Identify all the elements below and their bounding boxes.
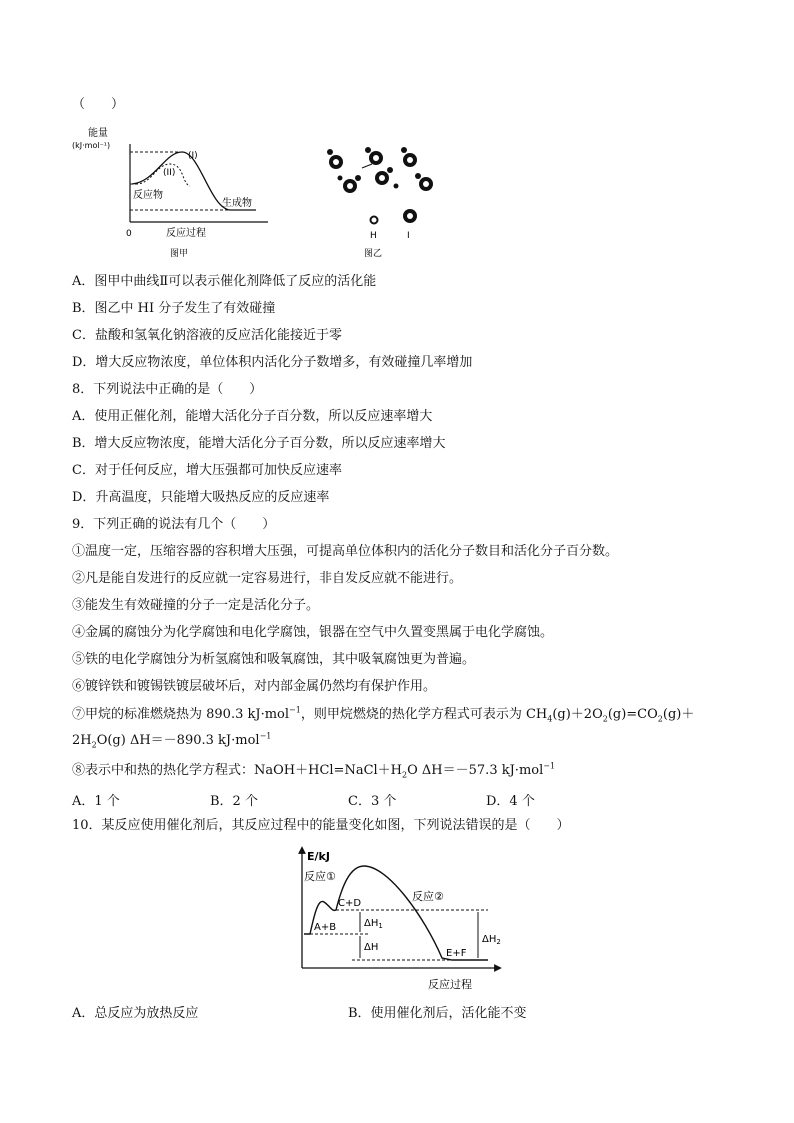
fig-jia-curve-1-label: (I)	[188, 151, 198, 161]
q9-item-8-sub: 2	[402, 770, 408, 780]
q9-item-8	[72, 762, 555, 780]
q9-item-4: ④金属的腐蚀分为化学腐蚀和电化学腐蚀，银器在空气中久置变黑属于电化学腐蚀。	[72, 625, 554, 640]
q8-option-b: B．增大反应物浓度，能增大活化分子百分数，所以反应速率增大	[72, 436, 446, 451]
q9-item-7-sup: −1	[289, 705, 301, 715]
q7-option-d: D．增大反应物浓度，单位体积内活化分子数增多，有效碰撞几率增加	[72, 355, 473, 370]
iodine-atom-center	[407, 213, 413, 219]
q9-item-1: ①温度一定，压缩容器的容积增大压强，可提高单位体积内的活化分子数目和活化分子百分数。	[72, 544, 619, 559]
fig-jia-caption: 图甲	[170, 249, 189, 259]
q7-option-c: C．盐酸和氢氧化钠溶液的反应活化能接近于零	[72, 328, 342, 343]
q9-item-2: ②凡是能自发进行的反应就一定容易进行，非自发反应就不能进行。	[72, 571, 463, 586]
q10-reaction-1-label: 反应①	[304, 870, 336, 883]
question-7-answer-paren: （ ）	[72, 97, 125, 112]
q9-item-7-part-c: (g)＋2O	[552, 707, 603, 722]
q10-ylabel: E/kJ	[307, 850, 330, 863]
q9-option-b: B．2 个	[210, 794, 258, 809]
figure-jia-energy-diagram	[70, 124, 280, 264]
fig-jia-ylabel-line1: 能量	[88, 128, 108, 139]
q10-stem: 10．某反应使用催化剂后，其反应过程中的能量变化如图，下列说法错误的是（ ）	[72, 818, 570, 833]
q9-item-7-part-e: (g)＋	[662, 707, 695, 722]
figure-q10-energy-diagram	[292, 846, 508, 994]
q10-reaction-2-label: 反应②	[412, 890, 444, 903]
q10-dh2-label: $\Delta H_2$	[482, 934, 501, 946]
q9-item-7-part-b: ，则甲烷燃烧的热化学方程式可表示为 CH	[300, 707, 548, 722]
q9-item-7-part-a: ⑦甲烷的标准燃烧热为 890.3 kJ·mol	[72, 707, 290, 722]
fig-jia-xlabel: 反应过程	[166, 228, 206, 239]
q9-option-a: A．1 个	[72, 794, 120, 809]
q9-item-8-sup: −1	[543, 761, 556, 771]
q9-item-3: ③能发生有效碰撞的分子一定是活化分子。	[72, 598, 320, 613]
q9-option-d: D．4 个	[486, 794, 535, 809]
q9-item-7-line2-a: 2H	[72, 733, 92, 748]
fig-jia-reactant-label: 反应物	[133, 190, 163, 201]
q9-item-7-line1	[72, 706, 694, 724]
hydrogen-atom-icon	[371, 217, 378, 224]
q10-ef-label: E+F	[446, 948, 467, 959]
fig-yi-caption: 图乙	[364, 249, 383, 259]
q7-option-a: A．图甲中曲线Ⅱ可以表示催化剂降低了反应的活化能	[72, 274, 377, 289]
fig-jia-curve-2-label: (II)	[163, 168, 176, 178]
q10-dh1-label: $\Delta H_1$	[364, 918, 383, 930]
q9-option-c: C．3 个	[348, 794, 397, 809]
q8-option-c: C．对于任何反应，增大压强都可加快反应速率	[72, 463, 342, 478]
fig-jia-product-label: 生成物	[222, 198, 252, 209]
fig-jia-origin: 0	[126, 229, 132, 239]
q9-item-7-part-d: (g)=CO	[607, 707, 658, 722]
q8-stem: 8．下列说法中正确的是（ ）	[72, 382, 263, 397]
q10-option-a: A．总反应为放热反应	[72, 1006, 199, 1021]
q7-option-b: B．图乙中 HI 分子发生了有效碰撞	[72, 301, 276, 316]
molecule-cluster	[327, 147, 433, 193]
fig-yi-legend-h: H	[370, 231, 377, 241]
q9-item-7-line2-sup: −1	[259, 731, 272, 741]
collision-arrow-icon	[362, 164, 372, 168]
q10-option-b: B．使用催化剂后，活化能不变	[348, 1006, 527, 1021]
q9-item-7-sub-2: 2	[602, 714, 608, 724]
q9-item-5: ⑤铁的电化学腐蚀分为析氢腐蚀和吸氧腐蚀，其中吸氧腐蚀更为普遍。	[72, 652, 476, 667]
q10-ab-label: A+B	[314, 922, 337, 933]
q8-option-a: A．使用正催化剂，能增大活化分子百分数，所以反应速率增大	[72, 409, 433, 424]
q10-cd-label: C+D	[338, 898, 362, 909]
q8-option-d: D．升高温度，只能增大吸热反应的反应速率	[72, 490, 330, 505]
fig-jia-ylabel-line2: (kJ·mol⁻¹)	[72, 141, 111, 150]
q9-item-7-sub-1: 4	[547, 714, 553, 724]
q9-item-8-part-a: ⑧表示中和热的热化学方程式：NaOH＋HCl=NaCl＋H	[72, 763, 403, 778]
q9-item-7-line2	[72, 732, 271, 750]
q9-item-7-line2-sub: 2	[91, 740, 97, 750]
q9-item-7-sub-3: 2	[657, 714, 663, 724]
q9-item-7-line2-b: O(g) ΔH＝－890.3 kJ·mol	[96, 733, 260, 748]
q9-stem: 9．下列正确的说法有几个（ ）	[72, 517, 276, 532]
q9-item-8-part-b: O ΔH＝－57.3 kJ·mol	[407, 763, 544, 778]
q10-dh-label: ΔH	[364, 942, 379, 953]
q9-item-6: ⑥镀锌铁和镀锡铁镀层破坏后，对内部金属仍然均有保护作用。	[72, 679, 437, 694]
figure-yi-molecule-collision	[316, 138, 456, 264]
fig-yi-legend-i: I	[407, 231, 410, 241]
q10-xlabel: 反应过程	[428, 978, 472, 991]
